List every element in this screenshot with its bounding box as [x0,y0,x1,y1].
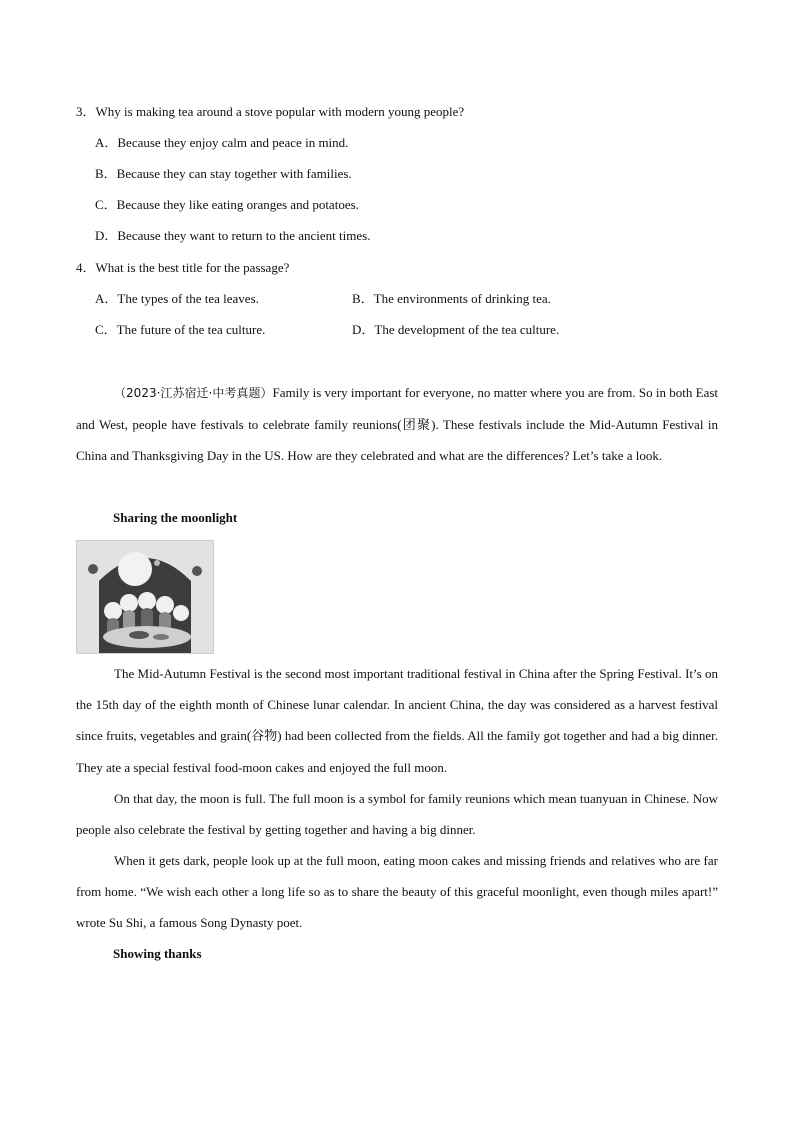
question-text: Why is making tea around a stove popular with modern young people? [95,104,465,119]
passage-paragraph-3 [76,845,718,939]
option-text: Because they want to return to the ancient times. [117,228,371,243]
question-4-option-d[interactable] [352,322,559,338]
option-letter: C． [95,197,117,212]
passage-paragraph-2 [76,783,718,845]
question-number: 4． [76,260,96,275]
paragraph-text: On that day, the moon is full. The full moon is a symbol for family reunions which mean tuanyuan in Chinese. Now people also celebrate the festival by getting together and having a big dinner. [76,791,718,838]
festival-illustration [76,540,214,654]
family-dinner-image [77,541,213,653]
option-letter: D． [95,228,118,243]
paragraph-text: The Mid-Autumn Festival is the second most important traditional festival in China after the Spring Festival. It’s on the 15th day of the eighth month of Chinese lunar calendar. In ancient China, the day was considered as a harvest festival since fruits, vegetables and grain(谷物) had been collected from the fields. All the family got together and had a big dinner. They ate a special festival food-moon cakes and enjoyed the full moon. [76,666,718,775]
option-text: The development of the tea culture. [374,322,560,337]
question-3-option-d[interactable] [95,228,370,244]
question-4-option-a[interactable] [95,291,259,307]
question-text: What is the best title for the passage? [95,260,290,275]
option-letter: C． [95,322,117,337]
option-letter: D． [352,322,375,337]
option-letter: A． [95,135,118,150]
option-text: Because they like eating oranges and potatoes. [116,197,359,212]
option-text: Because they can stay together with families. [116,166,352,181]
question-number: 3． [76,104,96,119]
passage-intro-text: Family is very important for everyone, no matter where you are from. So in both East and West, people have festivals to celebrate family reunions(团聚). These festivals include the Mid-Autumn Festival in China and Thanksgiving Day in the US. How are they celebrated and what are the differences? Let’s take a look. [76,385,719,464]
paragraph-text: When it gets dark, people look up at the full moon, eating moon cakes and missing friends and relatives who are far from home. “We wish each other a long life so as to share the beauty of this graceful moonlight, even though miles apart!” wrote Su Shi, a famous Song Dynasty poet. [76,853,718,931]
option-letter: B． [95,166,117,181]
option-letter: B． [352,291,374,306]
question-4-option-b[interactable] [352,291,551,307]
passage-intro [76,377,718,472]
question-4-option-c[interactable] [95,322,265,338]
question-4-stem [76,260,289,276]
option-text: The environments of drinking tea. [373,291,551,306]
option-text: The types of the tea leaves. [117,291,259,306]
option-text: Because they enjoy calm and peace in mind. [117,135,349,150]
passage-source: （2023·江苏宿迁·中考真题） [114,386,273,400]
section-heading-moonlight: Sharing the moonlight [113,510,238,525]
question-3-option-b[interactable] [95,166,352,182]
question-3-option-c[interactable] [95,197,359,213]
passage-paragraph-1 [76,658,718,783]
section-heading-thanks: Showing thanks [113,946,202,961]
option-letter: A． [95,291,118,306]
question-3-stem [76,104,464,120]
option-text: The future of the tea culture. [116,322,266,337]
question-3-option-a[interactable] [95,135,348,151]
